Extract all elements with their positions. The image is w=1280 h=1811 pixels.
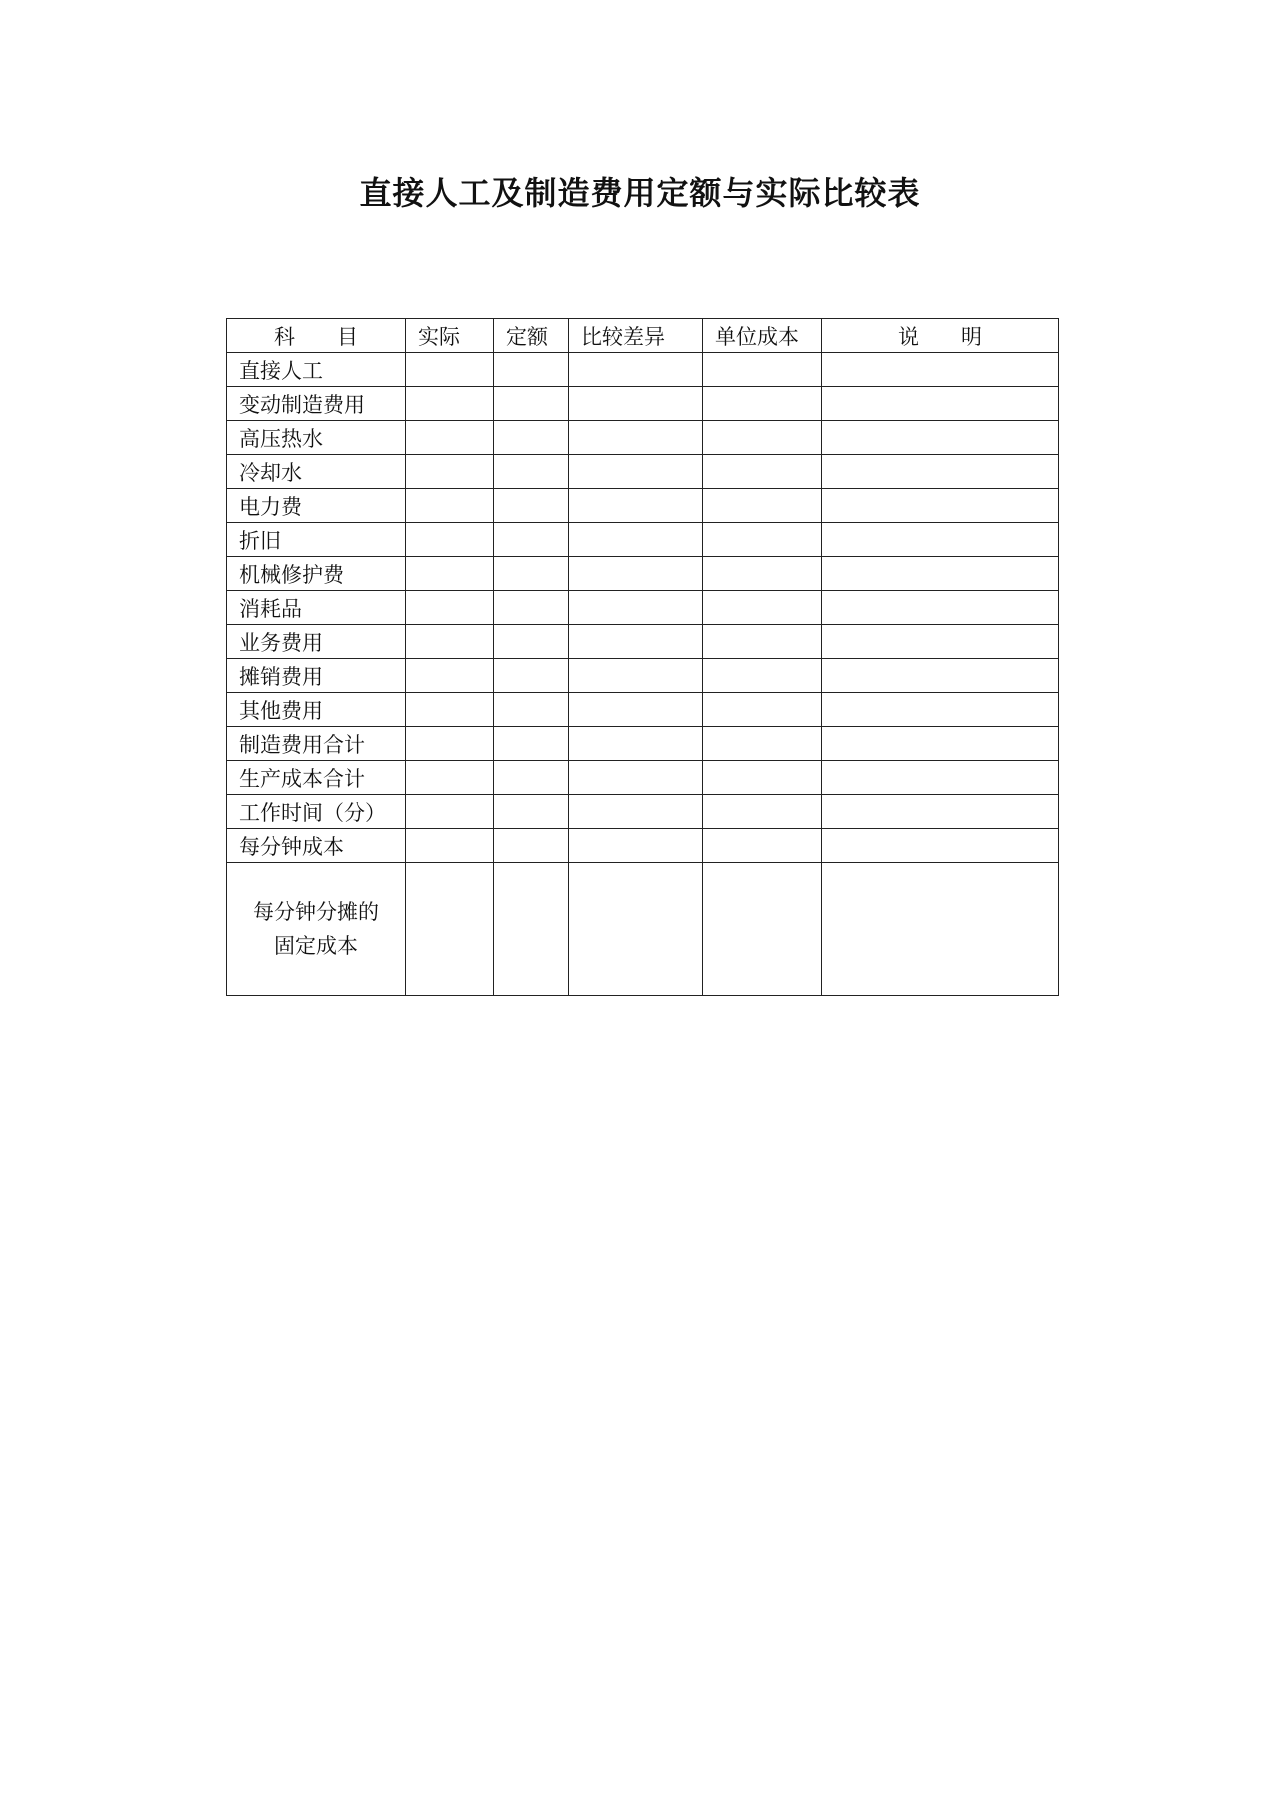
cell-quota[interactable] bbox=[494, 761, 569, 795]
cell-actual[interactable] bbox=[406, 523, 494, 557]
header-row bbox=[227, 319, 1059, 353]
cell-unit-cost[interactable] bbox=[703, 625, 822, 659]
row-label: 制造费用合计 bbox=[227, 727, 406, 761]
cell-notes[interactable] bbox=[822, 795, 1059, 829]
cell-unit-cost[interactable] bbox=[703, 659, 822, 693]
cell-quota[interactable] bbox=[494, 795, 569, 829]
row-label: 生产成本合计 bbox=[227, 761, 406, 795]
cell-actual[interactable] bbox=[406, 795, 494, 829]
row-label: 直接人工 bbox=[227, 353, 406, 387]
row-label-multiline bbox=[227, 863, 406, 996]
cell-quota[interactable] bbox=[494, 829, 569, 863]
cell-quota[interactable] bbox=[494, 727, 569, 761]
cell-actual[interactable] bbox=[406, 693, 494, 727]
page-title: 直接人工及制造费用定额与实际比较表 bbox=[359, 174, 921, 212]
cell-unit-cost[interactable] bbox=[703, 523, 822, 557]
cell-unit-cost[interactable] bbox=[703, 591, 822, 625]
cell-actual[interactable] bbox=[406, 761, 494, 795]
cell-variance[interactable] bbox=[569, 659, 703, 693]
cell-unit-cost[interactable] bbox=[703, 795, 822, 829]
cell-unit-cost[interactable] bbox=[703, 829, 822, 863]
cell-quota[interactable] bbox=[494, 659, 569, 693]
cell-variance[interactable] bbox=[569, 693, 703, 727]
table-row bbox=[227, 659, 1059, 693]
column-header-notes: 说 明 bbox=[822, 319, 1059, 353]
cell-unit-cost[interactable] bbox=[703, 421, 822, 455]
cell-variance[interactable] bbox=[569, 489, 703, 523]
cell-actual[interactable] bbox=[406, 455, 494, 489]
cell-quota[interactable] bbox=[494, 489, 569, 523]
cell-unit-cost[interactable] bbox=[703, 353, 822, 387]
row-label: 业务费用 bbox=[227, 625, 406, 659]
cell-actual[interactable] bbox=[406, 625, 494, 659]
cell-variance[interactable] bbox=[569, 829, 703, 863]
cell-variance[interactable] bbox=[569, 523, 703, 557]
cell-unit-cost[interactable] bbox=[703, 693, 822, 727]
cell-actual[interactable] bbox=[406, 591, 494, 625]
cell-unit-cost[interactable] bbox=[703, 863, 822, 996]
column-header-subject: 科 目 bbox=[227, 319, 406, 353]
row-label: 冷却水 bbox=[227, 455, 406, 489]
table-row bbox=[227, 795, 1059, 829]
cell-notes[interactable] bbox=[822, 387, 1059, 421]
row-label: 每分钟成本 bbox=[227, 829, 406, 863]
cell-variance[interactable] bbox=[569, 421, 703, 455]
cell-notes[interactable] bbox=[822, 761, 1059, 795]
cell-variance[interactable] bbox=[569, 353, 703, 387]
cell-actual[interactable] bbox=[406, 557, 494, 591]
cell-variance[interactable] bbox=[569, 455, 703, 489]
cell-quota[interactable] bbox=[494, 387, 569, 421]
row-label: 高压热水 bbox=[227, 421, 406, 455]
row-label: 折旧 bbox=[227, 523, 406, 557]
cell-actual[interactable] bbox=[406, 489, 494, 523]
table-row bbox=[227, 625, 1059, 659]
cell-notes[interactable] bbox=[822, 421, 1059, 455]
cell-notes[interactable] bbox=[822, 625, 1059, 659]
cell-unit-cost[interactable] bbox=[703, 387, 822, 421]
cell-quota[interactable] bbox=[494, 455, 569, 489]
column-header-actual: 实际 bbox=[406, 319, 494, 353]
cell-notes[interactable] bbox=[822, 557, 1059, 591]
table-row bbox=[227, 455, 1059, 489]
cell-variance[interactable] bbox=[569, 761, 703, 795]
cell-actual[interactable] bbox=[406, 863, 494, 996]
cell-variance[interactable] bbox=[569, 727, 703, 761]
cell-actual[interactable] bbox=[406, 659, 494, 693]
cell-quota[interactable] bbox=[494, 693, 569, 727]
column-header-quota: 定额 bbox=[494, 319, 569, 353]
cell-actual[interactable] bbox=[406, 387, 494, 421]
row-label-line: 每分钟分摊的 bbox=[253, 900, 379, 924]
cell-notes[interactable] bbox=[822, 489, 1059, 523]
row-label: 变动制造费用 bbox=[227, 387, 406, 421]
cell-notes[interactable] bbox=[822, 727, 1059, 761]
table-row bbox=[227, 591, 1059, 625]
cell-variance[interactable] bbox=[569, 863, 703, 996]
cell-quota[interactable] bbox=[494, 625, 569, 659]
cell-unit-cost[interactable] bbox=[703, 557, 822, 591]
table-row bbox=[227, 829, 1059, 863]
cell-quota[interactable] bbox=[494, 591, 569, 625]
cell-notes[interactable] bbox=[822, 829, 1059, 863]
comparison-table bbox=[226, 318, 1059, 996]
table-row bbox=[227, 557, 1059, 591]
cell-variance[interactable] bbox=[569, 795, 703, 829]
table-row bbox=[227, 387, 1059, 421]
table-row bbox=[227, 421, 1059, 455]
cell-notes[interactable] bbox=[822, 591, 1059, 625]
cell-actual[interactable] bbox=[406, 829, 494, 863]
cell-actual[interactable] bbox=[406, 421, 494, 455]
cell-actual[interactable] bbox=[406, 353, 494, 387]
row-label: 工作时间（分） bbox=[227, 795, 406, 829]
table-row bbox=[227, 761, 1059, 795]
cell-quota[interactable] bbox=[494, 421, 569, 455]
cell-variance[interactable] bbox=[569, 591, 703, 625]
cell-unit-cost[interactable] bbox=[703, 761, 822, 795]
cell-notes[interactable] bbox=[822, 455, 1059, 489]
row-label: 电力费 bbox=[227, 489, 406, 523]
cell-quota[interactable] bbox=[494, 353, 569, 387]
cell-variance[interactable] bbox=[569, 557, 703, 591]
table-row bbox=[227, 523, 1059, 557]
cell-notes[interactable] bbox=[822, 659, 1059, 693]
cell-quota[interactable] bbox=[494, 523, 569, 557]
row-label: 摊销费用 bbox=[227, 659, 406, 693]
cell-quota[interactable] bbox=[494, 863, 569, 996]
cell-notes[interactable] bbox=[822, 353, 1059, 387]
cell-notes[interactable] bbox=[822, 523, 1059, 557]
row-label-line: 固定成本 bbox=[274, 934, 358, 958]
cell-notes[interactable] bbox=[822, 863, 1059, 996]
cell-variance[interactable] bbox=[569, 625, 703, 659]
table-row bbox=[227, 727, 1059, 761]
row-label: 机械修护费 bbox=[227, 557, 406, 591]
cell-unit-cost[interactable] bbox=[703, 727, 822, 761]
column-header-unit-cost: 单位成本 bbox=[703, 319, 822, 353]
cell-variance[interactable] bbox=[569, 387, 703, 421]
cell-unit-cost[interactable] bbox=[703, 455, 822, 489]
cell-quota[interactable] bbox=[494, 557, 569, 591]
table-row bbox=[227, 353, 1059, 387]
table-row bbox=[227, 489, 1059, 523]
table-row bbox=[227, 693, 1059, 727]
row-label: 消耗品 bbox=[227, 591, 406, 625]
row-label: 其他费用 bbox=[227, 693, 406, 727]
cell-actual[interactable] bbox=[406, 727, 494, 761]
cell-notes[interactable] bbox=[822, 693, 1059, 727]
table-row-fixed-cost bbox=[227, 863, 1059, 996]
cell-unit-cost[interactable] bbox=[703, 489, 822, 523]
column-header-variance: 比较差异 bbox=[569, 319, 703, 353]
